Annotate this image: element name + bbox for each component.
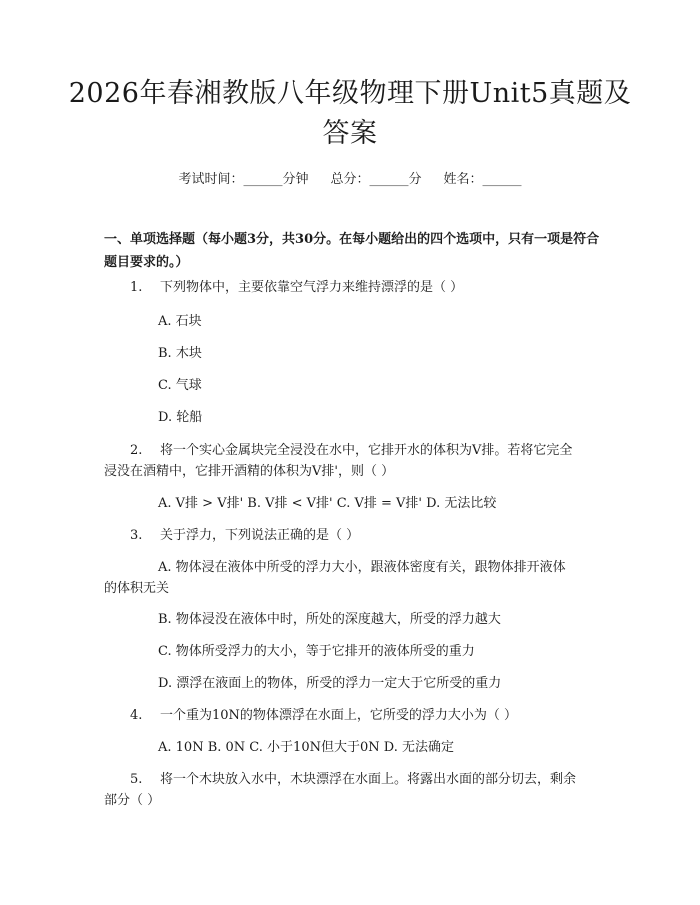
question-1-option-a: A. 石块: [158, 314, 202, 329]
exam-meta: [0, 168, 700, 187]
question-2-options: A. V排 > V排' B. V排 < V排' C. V排 = V排' D. 无法比较: [158, 496, 497, 511]
page-title: 2026年春湘教版八年级物理下册Unit5真题及答案: [68, 78, 632, 149]
question-number: 4.: [130, 708, 143, 723]
question-3-option-b: B. 物体浸没在液体中时，所处的深度越大，所受的浮力越大: [158, 612, 501, 627]
question-number: 1.: [130, 280, 143, 295]
question-5-text-continued: 部分（ ）: [104, 793, 161, 808]
question-number: 5.: [130, 772, 143, 787]
question-number: 3.: [130, 528, 143, 543]
question-4: [130, 706, 517, 726]
question-number: 2.: [130, 443, 143, 458]
student-name-label: 姓名：______: [443, 172, 522, 187]
question-2: [130, 441, 572, 461]
question-1-option-b: B. 木块: [158, 346, 202, 361]
question-text: 关于浮力，下列说法正确的是（ ）: [160, 528, 360, 543]
question-3-option-a-continued: 的体积无关: [104, 581, 170, 596]
question-4-options: A. 10N B. 0N C. 小于10N但大于0N D. 无法确定: [158, 740, 454, 755]
question-2-text-continued: 浸没在酒精中，它排开酒精的体积为V排'，则（ ）: [104, 464, 395, 479]
total-score-label: 总分：______分: [330, 172, 422, 187]
question-text: 一个重为10N的物体漂浮在水面上，它所受的浮力大小为（ ）: [160, 708, 518, 723]
question-3: [130, 526, 359, 546]
question-5: [130, 770, 576, 790]
question-1-option-c: C. 气球: [158, 378, 202, 393]
question-1-option-d: D. 轮船: [158, 410, 203, 425]
section-heading: 一、单项选择题（每小题3分，共30分。在每小题给出的四个选项中，只有一项是符合题目要求的。）: [104, 232, 600, 270]
question-3-option-d: D. 漂浮在液面上的物体，所受的浮力一定大于它所受的重力: [158, 676, 502, 691]
exam-time-label: 考试时间：______分钟: [178, 172, 309, 187]
question-text: 将一个木块放入水中，木块漂浮在水面上。将露出水面的部分切去，剩余: [160, 772, 577, 787]
question-3-option-c: C. 物体所受浮力的大小，等于它排开的液体所受的重力: [158, 644, 475, 659]
question-1: [130, 278, 463, 298]
question-3-option-a: A. 物体浸在液体中所受的浮力大小，跟液体密度有关，跟物体排开液体: [158, 560, 566, 575]
question-text: 下列物体中，主要依靠空气浮力来维持漂浮的是（ ）: [160, 280, 464, 295]
question-text: 将一个实心金属块完全浸没在水中，它排开水的体积为V排。若将它完全: [160, 443, 573, 458]
